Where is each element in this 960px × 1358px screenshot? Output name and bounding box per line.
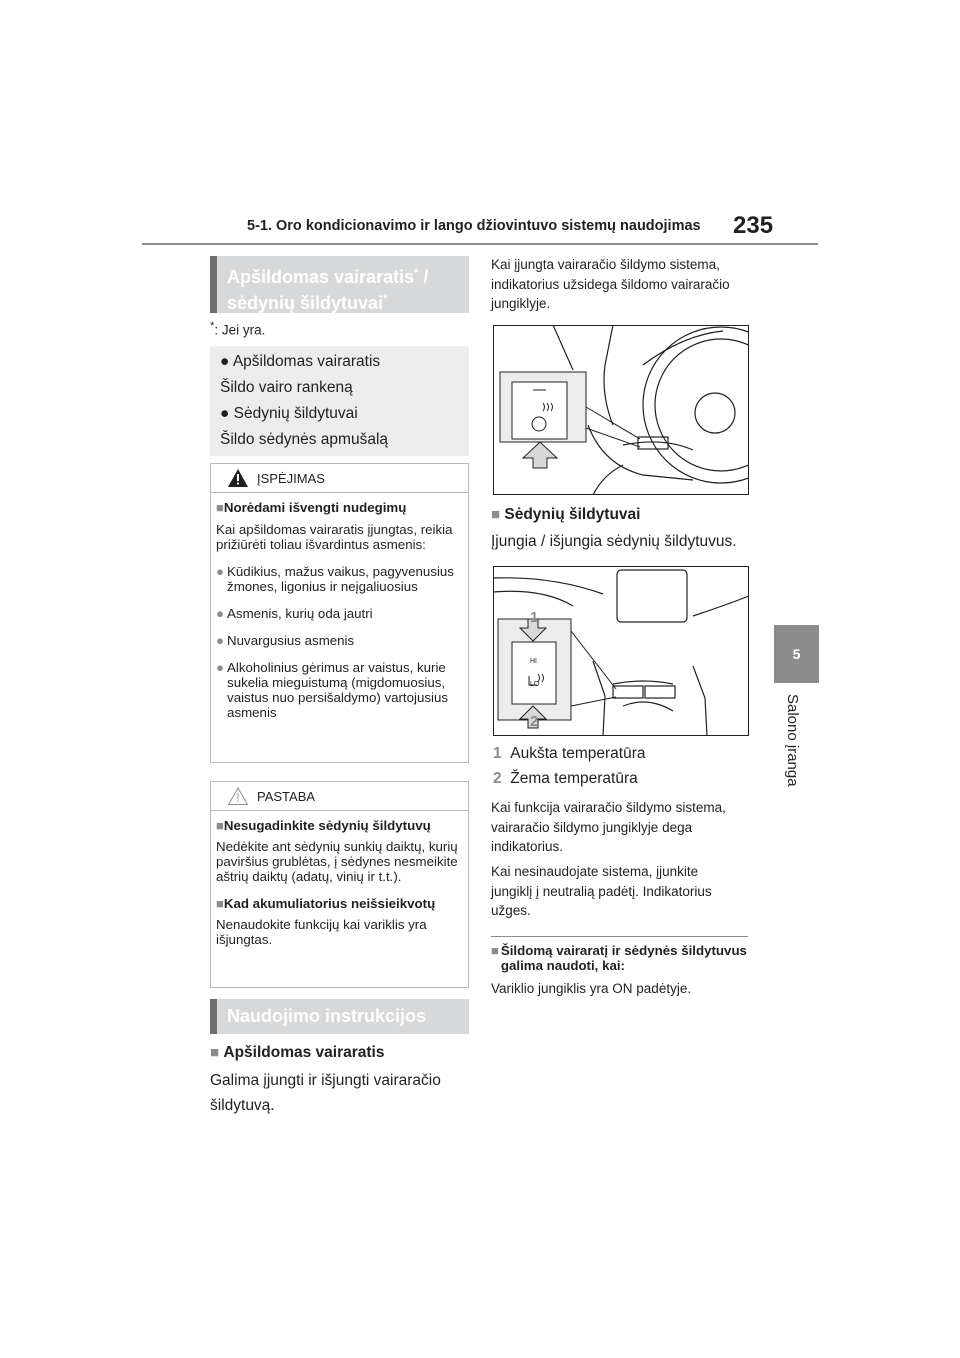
section-heading-line1: Apšildomas vairaratis bbox=[227, 267, 415, 287]
notice-sub2: ■ Kad akumuliatorius neišsieikvotų bbox=[216, 896, 436, 911]
usable-heading: ■ Šildomą vairaratį ir sėdynės šildytuvus galima naudoti, kai: bbox=[491, 943, 747, 973]
warning-heading: ĮSPĖJIMAS bbox=[257, 471, 325, 486]
summary-item-2: ● Sėdynių šildytuvai bbox=[220, 405, 358, 422]
footnote: *: Jei yra. bbox=[210, 320, 266, 338]
summary-desc-1: Šildo vairo rankeną bbox=[220, 379, 353, 396]
chapter-title: Salono įranga bbox=[784, 694, 801, 787]
notice-sub1: ■Nesugadinkite sėdynių šildytuvų bbox=[216, 818, 431, 833]
seat-heaters-text: Įjungia / išjungia sėdynių šildytuvus. bbox=[491, 533, 737, 550]
warning-item: ● Asmenis, kurių oda jautri bbox=[216, 606, 373, 621]
warning-subheading: ■Norėdami išvengti nudegimų bbox=[216, 500, 407, 515]
seat-para1: Kai funkcija vairaračio šildymo sistema, vairaračio šildymo jungiklyje dega indikatorius. bbox=[491, 800, 726, 854]
notice-box bbox=[210, 781, 469, 988]
seat-para2: Kai nesinaudojate sistema, įjunkite jungiklį į neutralią padėtį. Indikatorius užges. bbox=[491, 864, 712, 918]
warning-box bbox=[210, 463, 469, 763]
notice-text2: Nenaudokite funkcijų kai variklis yra išjungtas. bbox=[216, 917, 427, 947]
callout-1: 1 bbox=[530, 609, 539, 626]
notice-header bbox=[211, 782, 468, 811]
legend-item-1: 1 Aukšta temperatūra bbox=[493, 745, 646, 762]
callout-2: 2 bbox=[530, 713, 539, 730]
warning-item: ● Nuvargusius asmenis bbox=[216, 633, 355, 648]
summary-item-1: ● Apšildomas vairaratis bbox=[220, 353, 381, 370]
notice-text1: Nedėkite ant sėdynių sunkių daiktų, kurių paviršius grublėtas, į sėdynes nesmeikite aštrių daiktų (adatų, vinių ir t.t.). bbox=[216, 839, 458, 884]
warning-triangle-icon bbox=[228, 469, 248, 487]
heated-wheel-heading: ■ Apšildomas vairaratis bbox=[210, 1044, 385, 1061]
warning-item: ● Kūdikius, mažus vaikus, pagyvenusius žmones, ligonius ir neįgaliuosius bbox=[216, 564, 454, 594]
seat-heaters-heading: ■ Sėdynių šildytuvai bbox=[491, 506, 641, 523]
warning-header bbox=[211, 464, 468, 493]
warning-item: ● Alkoholinius gėrimus ar vaistus, kurie sukelia mieguistumą (migdomuosius, vaistus nuo persišaldymo) vartojusius asmenis bbox=[216, 660, 449, 720]
divider bbox=[491, 936, 748, 937]
section-heading-heated: Apšildomas vairaratis* / sėdynių šildytuvai* bbox=[210, 256, 469, 313]
section-heading-usage: Naudojimo instrukcijos bbox=[210, 999, 469, 1034]
notice-heading: PASTABA bbox=[257, 789, 316, 804]
notice-triangle-icon bbox=[228, 787, 248, 805]
indicator-text: Kai įjungta vairaračio šildymo sistema, indikatorius užsidega šildomo vairaračio jungiklyje. bbox=[491, 257, 730, 311]
header-rule bbox=[142, 243, 818, 245]
summary-desc-2: Šildo sėdynės apmušalą bbox=[220, 431, 389, 448]
summary-box bbox=[210, 346, 469, 456]
steering-wheel-switch-figure bbox=[493, 325, 749, 495]
lo-label: LO bbox=[530, 681, 540, 688]
section-heading-line2: sėdynių šildytuvai bbox=[227, 293, 384, 313]
page-number: 235 bbox=[733, 212, 774, 239]
heated-wheel-text: Galima įjungti ir išjungti vairaračio šildytuvą. bbox=[210, 1072, 441, 1114]
hi-label: HI bbox=[530, 658, 537, 665]
seat-heater-switch-figure bbox=[493, 566, 749, 736]
usable-text: Variklio jungiklis yra ON padėtyje. bbox=[491, 981, 692, 996]
chapter-tab: 5 bbox=[774, 625, 819, 683]
warning-intro: Kai apšildomas vairaratis įjungtas, reikia prižiūrėti toliau išvardintus asmenis: bbox=[216, 522, 453, 552]
legend-item-2: 2 Žema temperatūra bbox=[493, 770, 638, 787]
running-header: 5-1. Oro kondicionavimo ir lango džiovintuvo sistemų naudojimas bbox=[247, 218, 701, 234]
